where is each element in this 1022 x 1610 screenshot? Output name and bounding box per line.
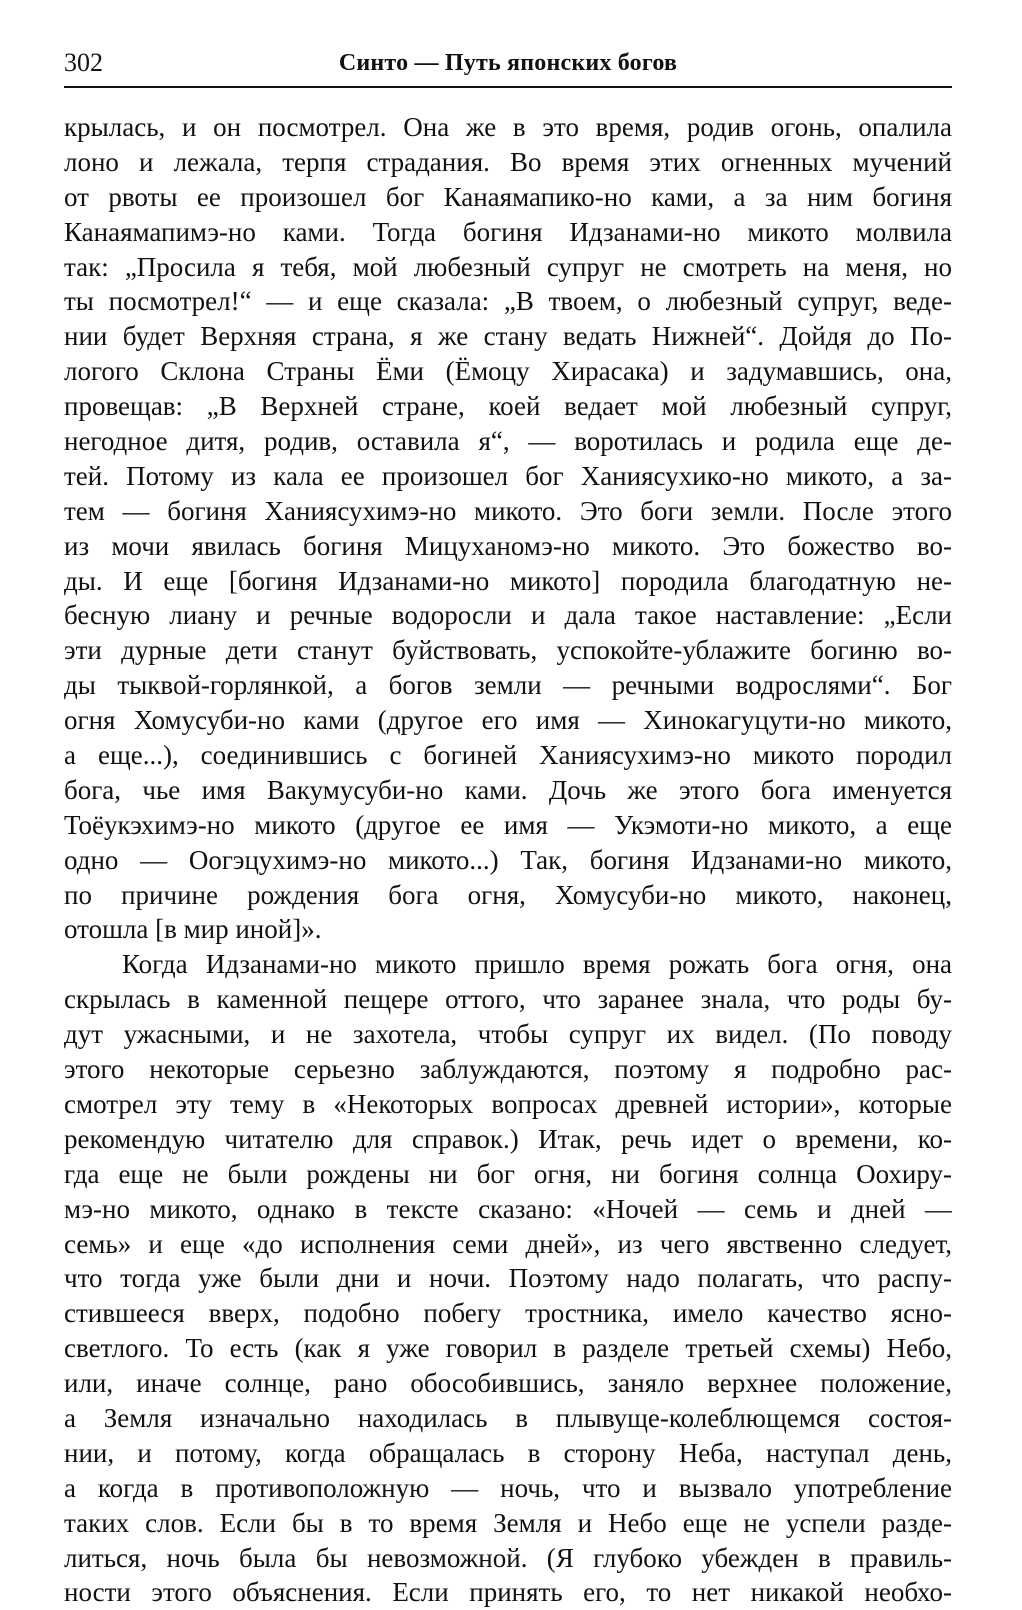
running-title: Синто — Путь японских богов (338, 50, 678, 76)
text-line: Тоёукэхимэ-но микото (другое ее имя — Укэмоти-но микото, а еще (64, 809, 952, 840)
text-line: Канаямапимэ-но ками. Тогда богиня Идзанами-но микото молвила (64, 216, 952, 247)
text-line: логого Склона Страны Ёми (Ёмоцу Хирасака) и задумавшись, она, (64, 356, 952, 387)
text-line: а когда в противоположную — ночь, что и вызвало употребление (64, 1472, 952, 1503)
text-line: гда еще не были рождены ни бог огня, ни богиня солнца Оохиру- (64, 1158, 952, 1189)
text-line: таких слов. Если бы в то время Земля и Небо еще не успели разде- (64, 1507, 952, 1538)
text-line: огня Хомусуби-но ками (другое его имя — Хинокагуцути-но микото, (64, 705, 952, 736)
text-line: провещав: „В Верхней стране, коей ведает мой любезный супруг, (64, 391, 952, 422)
text-line: ности этого объяснения. Если принять его, то нет никакой необхо- (64, 1577, 952, 1608)
book-page (64, 40, 952, 1610)
text-line: а Земля изначально находилась в плывуще-колеблющемся состоя- (64, 1402, 952, 1433)
text-line: нии, и потому, когда обращалась в сторону Неба, наступал день, (64, 1437, 952, 1468)
text-line: эти дурные дети станут буйствовать, успокойте-ублажите богиню во- (64, 635, 952, 666)
paragraph-2 (64, 947, 952, 1610)
text-line: тем — богиня Ханиясухимэ-но микото. Это боги земли. После этого (64, 495, 952, 526)
text-line: рекомендую читателю для справок.) Итак, речь идет о времени, ко- (64, 1123, 952, 1154)
text-line: а еще...), соединившись с богиней Ханиясухимэ-но микото породил (64, 740, 952, 771)
body-text (64, 110, 952, 1610)
text-line: стившееся вверх, подобно побегу тростника, имело качество ясно- (64, 1298, 952, 1329)
text-line: бесную лиану и речные водоросли и дала такое наставление: „Если (64, 600, 952, 631)
text-line: тей. Потому из кала ее произошел бог Ханиясухико-но микото, а за- (64, 460, 952, 491)
text-line: крылась, и он посмотрел. Она же в это время, родив огонь, опалила (64, 112, 952, 142)
text-line: ды. И еще [богиня Идзанами-но микото] породила благодатную не- (64, 565, 952, 596)
running-header (64, 40, 952, 88)
text-line: что тогда уже были дни и ночи. Поэтому надо полагать, что распу- (64, 1263, 952, 1294)
text-line: отошла [в мир иной]». (64, 914, 322, 945)
text-line: из мочи явилась богиня Мицуханомэ-но микото. Это божество во- (64, 530, 952, 561)
text-line: мэ-но микото, однако в тексте сказано: «Ночей — семь и дней — (64, 1193, 952, 1224)
text-line: лоно и лежала, терпя страдания. Во время этих огненных мучений (64, 146, 952, 177)
text-line: ты посмотрел!“ — и еще сказала: „В твоем, о любезный супруг, веде- (64, 286, 952, 317)
text-line: светлого. То есть (как я уже говорил в разделе третьей схемы) Небо, (64, 1333, 952, 1364)
text-line: от рвоты ее произошел бог Канаямапико-но ками, а за ним богиня (64, 181, 952, 212)
text-line: бога, чье имя Вакумусуби-но ками. Дочь же этого бога именуется (64, 774, 952, 805)
text-line: Когда Идзанами-но микото пришло время рожать бога огня, она (122, 949, 952, 980)
text-line: или, иначе солнце, рано обособившись, заняло верхнее положение, (64, 1368, 952, 1399)
text-line: так: „Просила я тебя, мой любезный супруг не смотреть на меня, но (64, 251, 952, 282)
text-line: по причине рождения бога огня, Хомусуби-но микото, наконец, (64, 879, 952, 910)
text-line: негодное дитя, родив, оставила я“, — воротилась и родила еще де- (64, 426, 952, 457)
text-line: литься, ночь была бы невозможной. (Я глубоко убежден в правиль- (64, 1542, 952, 1573)
text-line: нии будет Верхняя страна, я же стану ведать Нижней“. Дойдя до По- (64, 321, 952, 352)
text-line: смотрел эту тему в «Некоторых вопросах древней истории», которые (64, 1088, 952, 1119)
paragraph-1 (64, 110, 952, 947)
text-line: ды тыквой-горлянкой, а богов земли — речными водрослями“. Бог (64, 670, 952, 701)
text-line: этого некоторые серьезно заблуждаются, поэтому я подробно рас- (64, 1054, 952, 1085)
text-line: дут ужасными, и не захотела, чтобы супруг их видел. (По поводу (64, 1019, 952, 1050)
text-line: одно — Оогэцухимэ-но микото...) Так, богиня Идзанами-но микото, (64, 844, 952, 875)
text-line: семь» и еще «до исполнения семи дней», из чего явственно следует, (64, 1228, 952, 1259)
text-line: скрылась в каменной пещере оттого, что заранее знала, что роды бу- (64, 984, 952, 1015)
page-number: 302 (64, 48, 103, 77)
